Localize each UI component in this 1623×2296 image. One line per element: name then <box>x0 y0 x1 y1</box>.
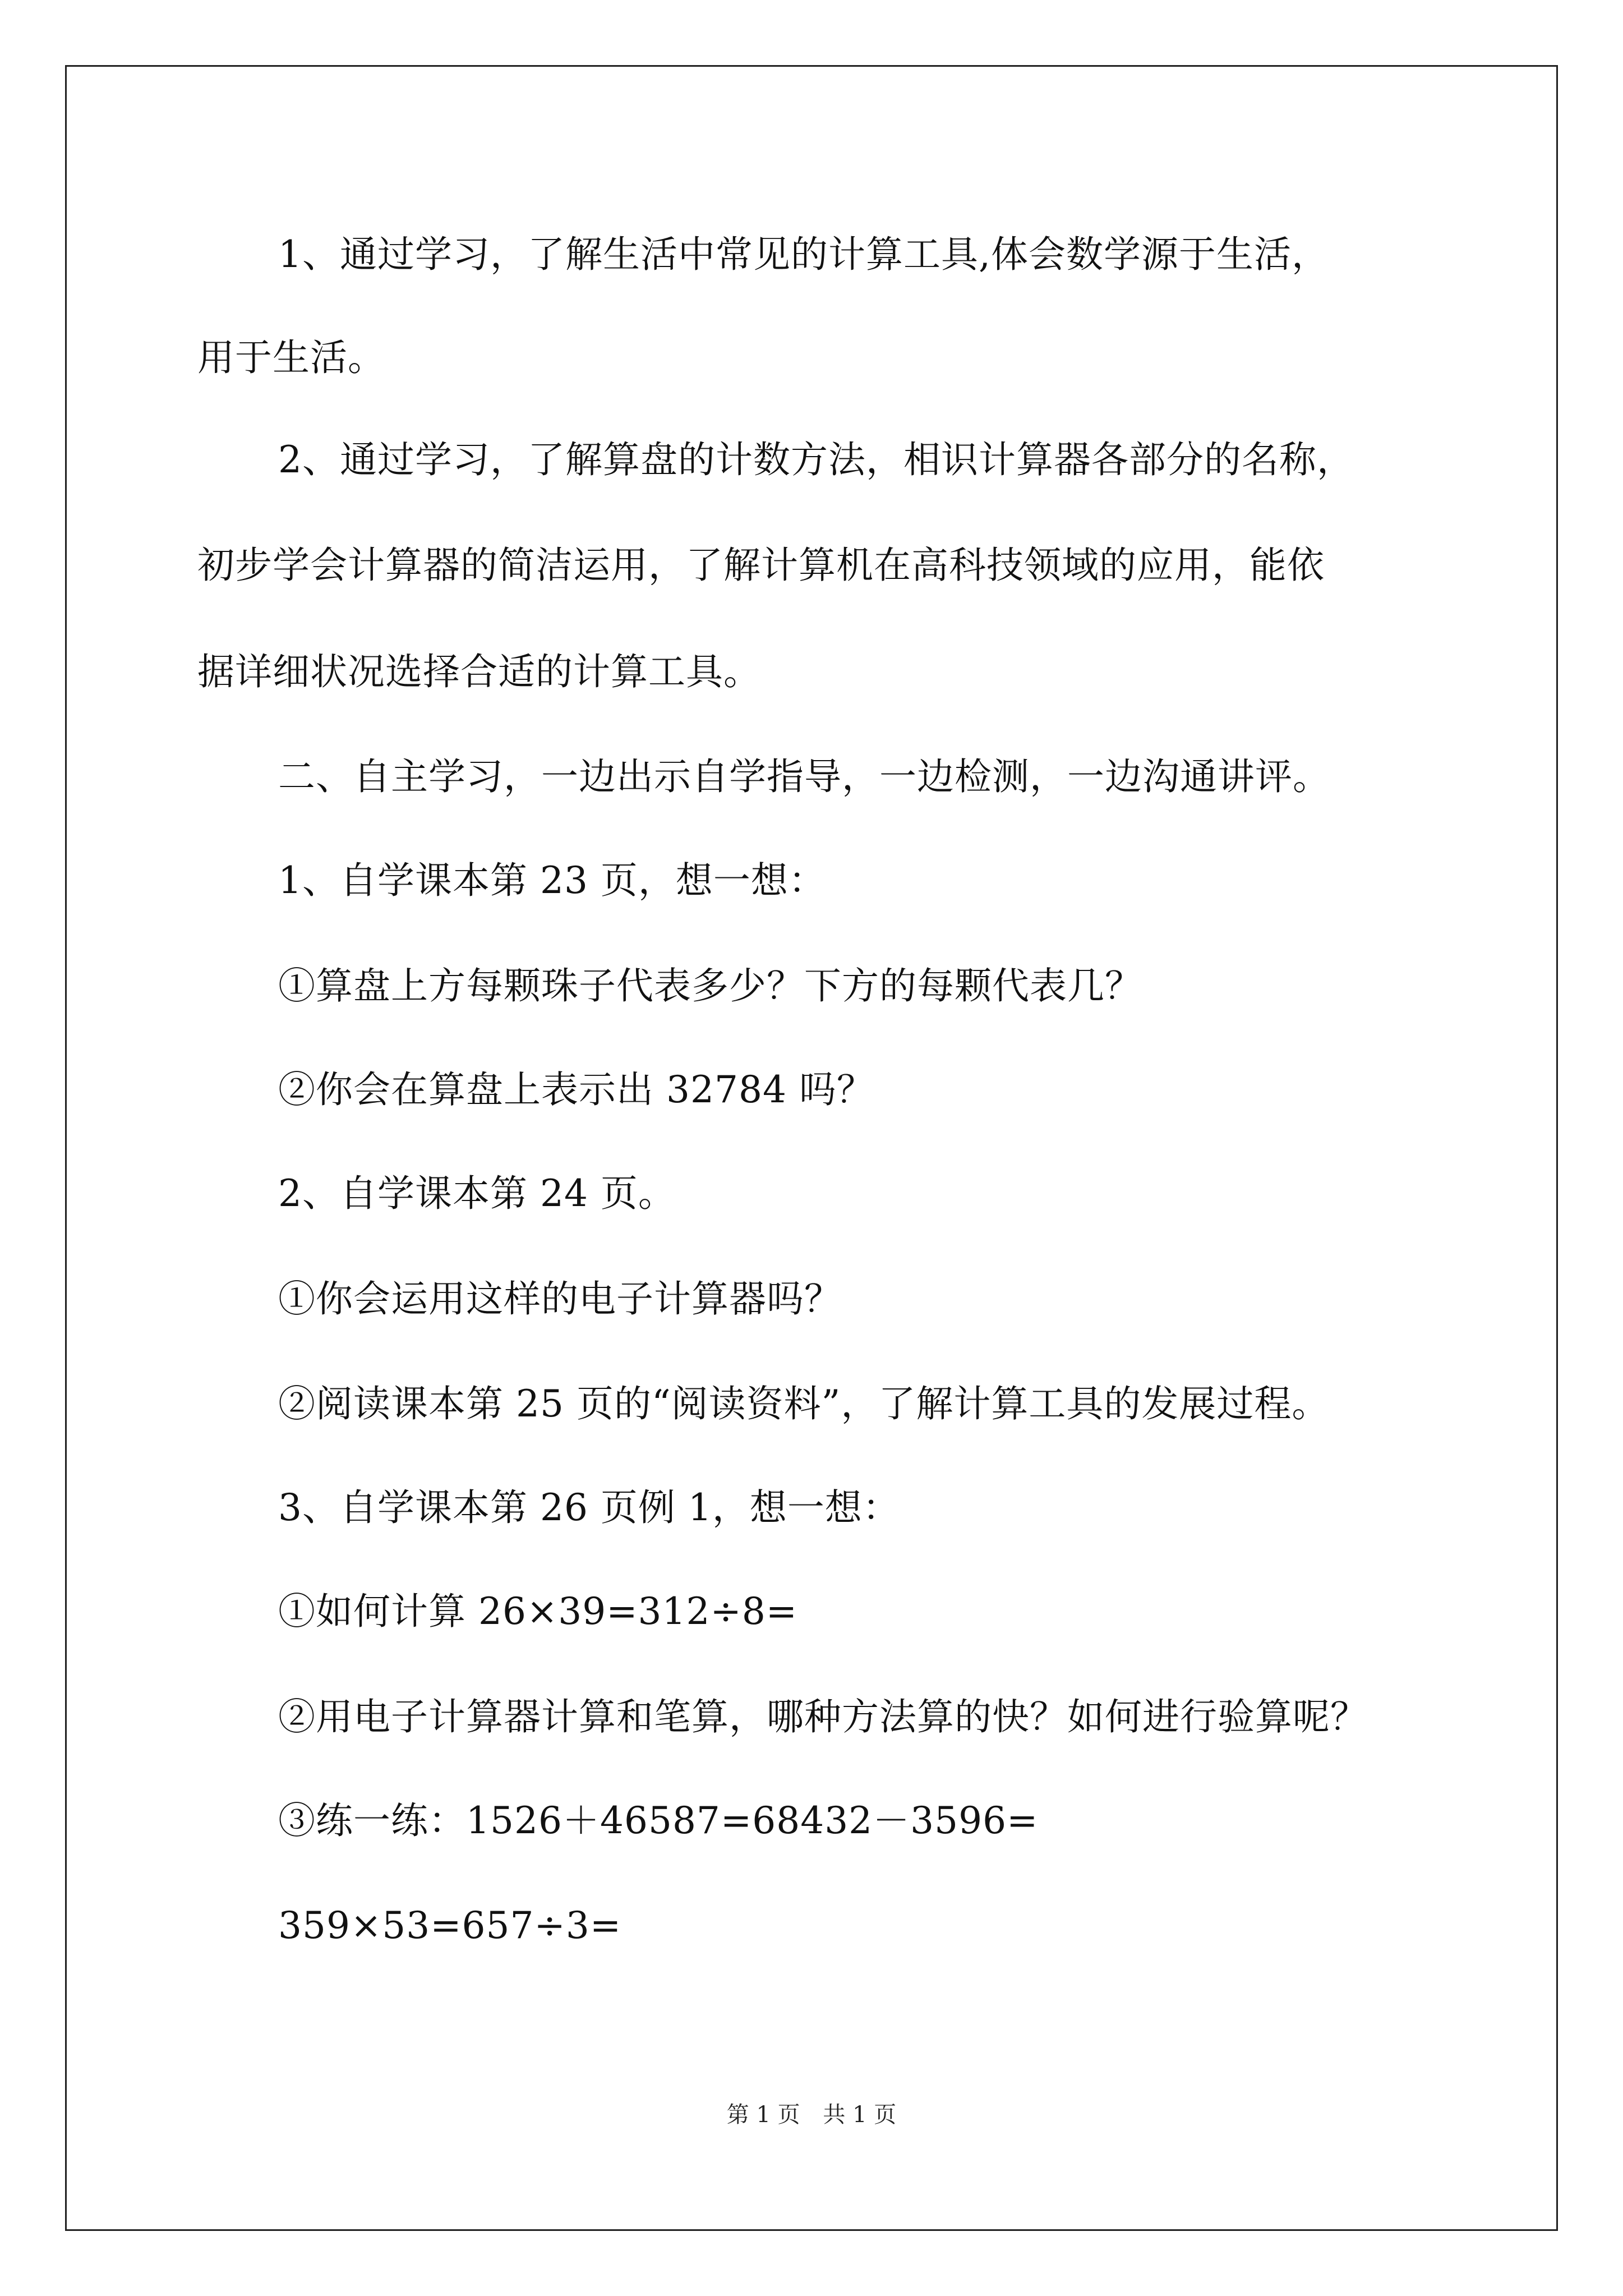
paragraph-line: ③练一练：1526＋46587=68432－3596= <box>278 1799 1039 1842</box>
paragraph-line: 1、通过学习，了解生活中常见的计算工具,体会数学源于生活， <box>278 233 1329 276</box>
paragraph-line: ①如何计算 26×39=312÷8= <box>278 1590 798 1633</box>
paragraph-line: ②你会在算盘上表示出 32784 吗？ <box>278 1068 874 1111</box>
paragraph-line: 1、自学课本第 23 页，想一想： <box>278 859 826 902</box>
paragraph-line: ①你会运用这样的电子计算器吗？ <box>278 1277 842 1320</box>
paragraph-line: 2、自学课本第 24 页。 <box>278 1172 676 1215</box>
paragraph-line: 2、通过学习，了解算盘的计数方法，相识计算器各部分的名称， <box>278 438 1354 481</box>
paragraph-line: ①算盘上方每颗珠子代表多少？下方的每颗代表几？ <box>278 964 1142 1007</box>
paragraph-line: 359×53=657÷3= <box>278 1904 622 1947</box>
paragraph-line: 初步学会计算器的简洁运用，了解计算机在高科技领域的应用，能依 <box>197 544 1325 587</box>
paragraph-line: ②用电子计算器计算和笔算，哪种方法算的快？如何进行验算呢？ <box>278 1695 1368 1738</box>
section-heading: 二、自主学习，一边出示自学指导，一边检测，一边沟通讲评。 <box>278 755 1330 798</box>
page-footer <box>0 2101 1623 2129</box>
page-number: 第 1 页 <box>726 2102 800 2128</box>
paragraph-line: 据详细状况选择合适的计算工具。 <box>197 650 761 693</box>
paragraph-line: ②阅读课本第 25 页的“阅读资料”，了解计算工具的发展过程。 <box>278 1382 1330 1425</box>
page-total: 共 1 页 <box>823 2102 897 2128</box>
paragraph-line: 3、自学课本第 26 页例 1，想一想： <box>278 1486 900 1529</box>
paragraph-line: 用于生活。 <box>197 336 385 379</box>
